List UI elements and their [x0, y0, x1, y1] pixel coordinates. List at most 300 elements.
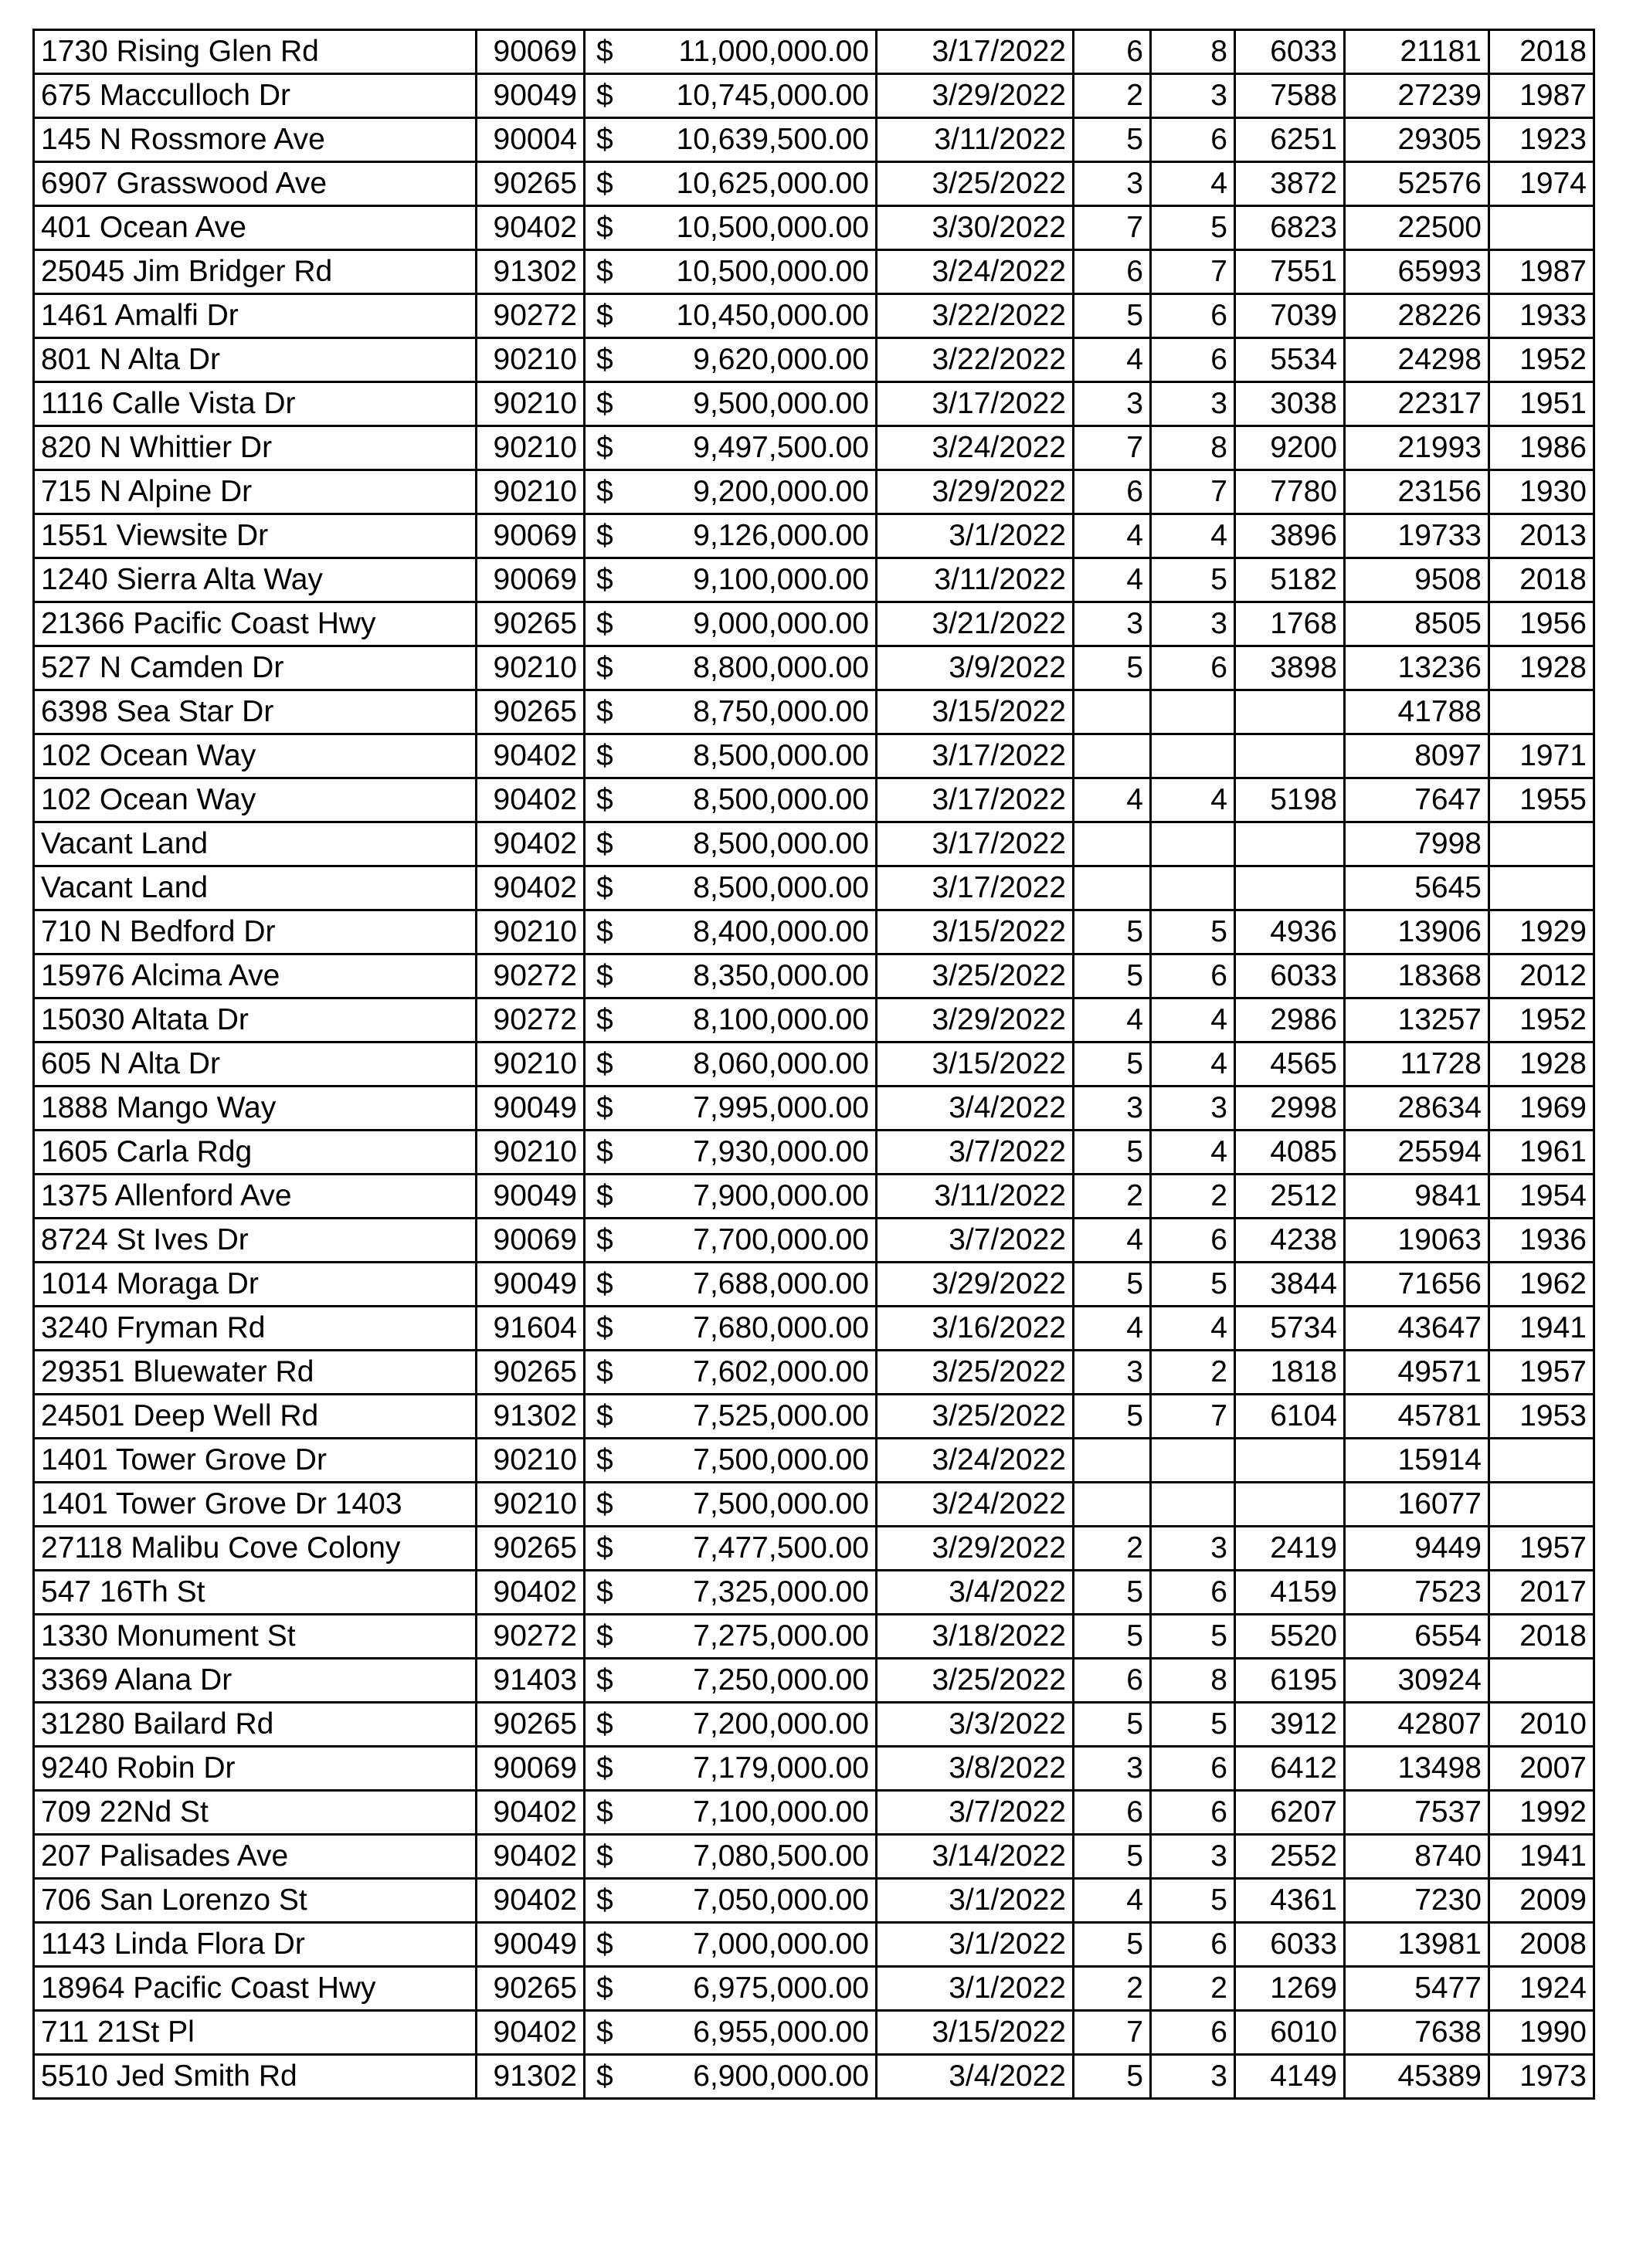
lot-size-cell: 29305 — [1345, 118, 1489, 162]
price-cell — [585, 602, 877, 646]
price-amount: 8,750,000.00 — [693, 695, 869, 728]
baths-cell: 5 — [1151, 558, 1235, 602]
price-cell — [585, 690, 877, 734]
lot-size-cell: 24298 — [1345, 338, 1489, 382]
sale-date-cell: 3/24/2022 — [877, 250, 1074, 294]
year-built-cell: 1953 — [1489, 1395, 1594, 1439]
beds-cell: 5 — [1074, 646, 1151, 690]
zip-cell: 90272 — [477, 998, 585, 1042]
lot-size-cell: 43647 — [1345, 1307, 1489, 1351]
zip-cell: 91302 — [477, 2055, 585, 2099]
price-amount: 7,900,000.00 — [693, 1179, 869, 1212]
sqft-cell: 2998 — [1235, 1087, 1345, 1131]
year-built-cell: 1928 — [1489, 646, 1594, 690]
baths-cell: 6 — [1151, 1219, 1235, 1263]
price-cell — [585, 910, 877, 954]
year-built-cell: 1990 — [1489, 2011, 1594, 2055]
lot-size-cell: 8505 — [1345, 602, 1489, 646]
zip-cell: 91604 — [477, 1307, 585, 1351]
zip-cell: 90210 — [477, 426, 585, 470]
year-built-cell: 1929 — [1489, 910, 1594, 954]
lot-size-cell: 13257 — [1345, 998, 1489, 1042]
price-cell — [585, 1483, 877, 1527]
zip-cell: 90210 — [477, 1131, 585, 1175]
currency-symbol: $ — [596, 431, 613, 464]
sqft-cell: 6251 — [1235, 118, 1345, 162]
sale-date-cell: 3/29/2022 — [877, 1263, 1074, 1307]
sale-date-cell: 3/11/2022 — [877, 118, 1074, 162]
year-built-cell: 1957 — [1489, 1527, 1594, 1571]
sqft-cell: 3844 — [1235, 1263, 1345, 1307]
baths-cell: 4 — [1151, 1042, 1235, 1087]
price-cell — [585, 1351, 877, 1395]
currency-symbol: $ — [596, 519, 613, 552]
zip-cell: 90069 — [477, 30, 585, 74]
sale-date-cell: 3/1/2022 — [877, 1923, 1074, 1967]
price-cell — [585, 1263, 877, 1307]
price-amount: 10,500,000.00 — [676, 255, 869, 288]
currency-symbol: $ — [596, 1135, 613, 1168]
year-built-cell: 1954 — [1489, 1175, 1594, 1219]
zip-cell: 90402 — [477, 778, 585, 822]
sales-table — [32, 29, 1595, 2100]
baths-cell: 6 — [1151, 2011, 1235, 2055]
table-row — [34, 1307, 1594, 1351]
zip-cell: 90265 — [477, 602, 585, 646]
baths-cell: 6 — [1151, 954, 1235, 998]
lot-size-cell: 16077 — [1345, 1483, 1489, 1527]
price-amount: 8,500,000.00 — [693, 871, 869, 904]
lot-size-cell: 23156 — [1345, 470, 1489, 514]
currency-symbol: $ — [596, 1399, 613, 1432]
baths-cell: 5 — [1151, 206, 1235, 250]
currency-symbol: $ — [596, 1927, 613, 1961]
beds-cell: 3 — [1074, 602, 1151, 646]
address-cell: 5510 Jed Smith Rd — [34, 2055, 477, 2099]
baths-cell: 5 — [1151, 1615, 1235, 1659]
sqft-cell: 6412 — [1235, 1747, 1345, 1791]
lot-size-cell: 15914 — [1345, 1439, 1489, 1483]
beds-cell: 3 — [1074, 382, 1151, 426]
price-cell — [585, 1175, 877, 1219]
table-row — [34, 514, 1594, 558]
table-row — [34, 1659, 1594, 1703]
beds-cell — [1074, 1483, 1151, 1527]
price-cell — [585, 1571, 877, 1615]
address-cell: 710 N Bedford Dr — [34, 910, 477, 954]
beds-cell: 3 — [1074, 1087, 1151, 1131]
sale-date-cell: 3/15/2022 — [877, 910, 1074, 954]
sqft-cell — [1235, 1439, 1345, 1483]
beds-cell — [1074, 734, 1151, 778]
sqft-cell: 3898 — [1235, 646, 1345, 690]
price-amount: 7,995,000.00 — [693, 1091, 869, 1124]
baths-cell: 2 — [1151, 1175, 1235, 1219]
address-cell: 527 N Camden Dr — [34, 646, 477, 690]
currency-symbol: $ — [596, 167, 613, 200]
lot-size-cell: 9841 — [1345, 1175, 1489, 1219]
price-amount: 8,100,000.00 — [693, 1003, 869, 1036]
sqft-cell: 2986 — [1235, 998, 1345, 1042]
table-row — [34, 1131, 1594, 1175]
price-cell — [585, 1879, 877, 1923]
beds-cell: 5 — [1074, 1615, 1151, 1659]
beds-cell: 6 — [1074, 1791, 1151, 1835]
price-amount: 7,000,000.00 — [693, 1927, 869, 1961]
price-cell — [585, 118, 877, 162]
currency-symbol: $ — [596, 1575, 613, 1609]
year-built-cell: 2009 — [1489, 1879, 1594, 1923]
price-cell — [585, 1747, 877, 1791]
table-row — [34, 734, 1594, 778]
price-cell — [585, 74, 877, 118]
beds-cell — [1074, 1439, 1151, 1483]
currency-symbol: $ — [596, 1531, 613, 1565]
lot-size-cell: 9508 — [1345, 558, 1489, 602]
zip-cell: 90210 — [477, 1042, 585, 1087]
zip-cell: 90049 — [477, 1087, 585, 1131]
table-row — [34, 74, 1594, 118]
lot-size-cell: 8097 — [1345, 734, 1489, 778]
price-cell — [585, 734, 877, 778]
sqft-cell: 1768 — [1235, 602, 1345, 646]
price-amount: 7,050,000.00 — [693, 1883, 869, 1917]
sale-date-cell: 3/17/2022 — [877, 822, 1074, 866]
baths-cell: 4 — [1151, 514, 1235, 558]
lot-size-cell: 28634 — [1345, 1087, 1489, 1131]
zip-cell: 90272 — [477, 294, 585, 338]
lot-size-cell: 21181 — [1345, 30, 1489, 74]
baths-cell: 3 — [1151, 602, 1235, 646]
table-row — [34, 558, 1594, 602]
lot-size-cell: 13906 — [1345, 910, 1489, 954]
zip-cell: 90402 — [477, 734, 585, 778]
price-amount: 9,620,000.00 — [693, 343, 869, 376]
currency-symbol: $ — [596, 1003, 613, 1036]
address-cell: 15976 Alcima Ave — [34, 954, 477, 998]
address-cell: 1330 Monument St — [34, 1615, 477, 1659]
table-row — [34, 1042, 1594, 1087]
price-amount: 7,200,000.00 — [693, 1707, 869, 1741]
sqft-cell: 6195 — [1235, 1659, 1345, 1703]
beds-cell — [1074, 866, 1151, 910]
baths-cell — [1151, 1439, 1235, 1483]
lot-size-cell: 19733 — [1345, 514, 1489, 558]
zip-cell: 90049 — [477, 1923, 585, 1967]
table-row — [34, 2011, 1594, 2055]
sale-date-cell: 3/25/2022 — [877, 1351, 1074, 1395]
table-row — [34, 30, 1594, 74]
lot-size-cell: 30924 — [1345, 1659, 1489, 1703]
currency-symbol: $ — [596, 299, 613, 332]
address-cell: 1014 Moraga Dr — [34, 1263, 477, 1307]
currency-symbol: $ — [596, 1707, 613, 1741]
currency-symbol: $ — [596, 2060, 613, 2093]
table-row — [34, 1527, 1594, 1571]
currency-symbol: $ — [596, 959, 613, 992]
lot-size-cell: 13236 — [1345, 646, 1489, 690]
zip-cell: 91302 — [477, 250, 585, 294]
price-cell — [585, 1527, 877, 1571]
address-cell: 706 San Lorenzo St — [34, 1879, 477, 1923]
sqft-cell: 3896 — [1235, 514, 1345, 558]
zip-cell: 90402 — [477, 822, 585, 866]
zip-cell: 90265 — [477, 1967, 585, 2011]
sale-date-cell: 3/1/2022 — [877, 514, 1074, 558]
price-amount: 7,477,500.00 — [693, 1531, 869, 1565]
currency-symbol: $ — [596, 1795, 613, 1829]
baths-cell: 5 — [1151, 1263, 1235, 1307]
year-built-cell: 1924 — [1489, 1967, 1594, 2011]
baths-cell: 8 — [1151, 1659, 1235, 1703]
beds-cell: 5 — [1074, 1042, 1151, 1087]
address-cell: 1240 Sierra Alta Way — [34, 558, 477, 602]
price-amount: 7,250,000.00 — [693, 1663, 869, 1697]
price-cell — [585, 1087, 877, 1131]
price-cell — [585, 162, 877, 206]
year-built-cell: 2013 — [1489, 514, 1594, 558]
year-built-cell: 2010 — [1489, 1703, 1594, 1747]
currency-symbol: $ — [596, 827, 613, 860]
table-row — [34, 866, 1594, 910]
zip-cell: 91403 — [477, 1659, 585, 1703]
currency-symbol: $ — [596, 871, 613, 904]
year-built-cell: 1987 — [1489, 74, 1594, 118]
address-cell: 18964 Pacific Coast Hwy — [34, 1967, 477, 2011]
currency-symbol: $ — [596, 123, 613, 156]
sqft-cell: 6033 — [1235, 30, 1345, 74]
baths-cell: 4 — [1151, 998, 1235, 1042]
zip-cell: 90049 — [477, 1175, 585, 1219]
lot-size-cell: 7523 — [1345, 1571, 1489, 1615]
address-cell: 15030 Altata Dr — [34, 998, 477, 1042]
beds-cell: 5 — [1074, 1703, 1151, 1747]
year-built-cell — [1489, 866, 1594, 910]
sale-date-cell: 3/9/2022 — [877, 646, 1074, 690]
currency-symbol: $ — [596, 1091, 613, 1124]
beds-cell: 7 — [1074, 2011, 1151, 2055]
beds-cell: 5 — [1074, 1923, 1151, 1967]
lot-size-cell: 21993 — [1345, 426, 1489, 470]
year-built-cell: 2018 — [1489, 558, 1594, 602]
zip-cell: 90210 — [477, 910, 585, 954]
zip-cell: 90402 — [477, 206, 585, 250]
sqft-cell: 7551 — [1235, 250, 1345, 294]
beds-cell: 6 — [1074, 250, 1151, 294]
sqft-cell — [1235, 690, 1345, 734]
zip-cell: 90069 — [477, 1747, 585, 1791]
beds-cell: 5 — [1074, 1131, 1151, 1175]
lot-size-cell: 27239 — [1345, 74, 1489, 118]
sale-date-cell: 3/7/2022 — [877, 1131, 1074, 1175]
currency-symbol: $ — [596, 387, 613, 420]
baths-cell: 3 — [1151, 2055, 1235, 2099]
address-cell: 820 N Whittier Dr — [34, 426, 477, 470]
baths-cell: 5 — [1151, 1879, 1235, 1923]
address-cell: Vacant Land — [34, 822, 477, 866]
year-built-cell: 2018 — [1489, 30, 1594, 74]
baths-cell: 3 — [1151, 1835, 1235, 1879]
currency-symbol: $ — [596, 343, 613, 376]
sqft-cell: 1269 — [1235, 1967, 1345, 2011]
price-amount: 10,450,000.00 — [676, 299, 869, 332]
sale-date-cell: 3/24/2022 — [877, 426, 1074, 470]
price-cell — [585, 954, 877, 998]
table-row — [34, 602, 1594, 646]
address-cell: 145 N Rossmore Ave — [34, 118, 477, 162]
sale-date-cell: 3/4/2022 — [877, 2055, 1074, 2099]
year-built-cell: 2017 — [1489, 1571, 1594, 1615]
sqft-cell: 6033 — [1235, 1923, 1345, 1967]
table-row — [34, 470, 1594, 514]
currency-symbol: $ — [596, 1267, 613, 1300]
table-row — [34, 1571, 1594, 1615]
baths-cell — [1151, 690, 1235, 734]
address-cell: 401 Ocean Ave — [34, 206, 477, 250]
price-cell — [585, 426, 877, 470]
sqft-cell: 6207 — [1235, 1791, 1345, 1835]
year-built-cell: 1956 — [1489, 602, 1594, 646]
sale-date-cell: 3/25/2022 — [877, 162, 1074, 206]
year-built-cell: 1928 — [1489, 1042, 1594, 1087]
table-row — [34, 1703, 1594, 1747]
currency-symbol: $ — [596, 211, 613, 244]
sale-date-cell: 3/4/2022 — [877, 1571, 1074, 1615]
sale-date-cell: 3/7/2022 — [877, 1219, 1074, 1263]
address-cell: 711 21St Pl — [34, 2011, 477, 2055]
baths-cell: 5 — [1151, 1703, 1235, 1747]
currency-symbol: $ — [596, 915, 613, 948]
sqft-cell: 3038 — [1235, 382, 1345, 426]
currency-symbol: $ — [596, 255, 613, 288]
lot-size-cell: 18368 — [1345, 954, 1489, 998]
beds-cell: 3 — [1074, 1351, 1151, 1395]
table-row — [34, 954, 1594, 998]
year-built-cell: 1957 — [1489, 1351, 1594, 1395]
year-built-cell: 1923 — [1489, 118, 1594, 162]
price-cell — [585, 866, 877, 910]
currency-symbol: $ — [596, 475, 613, 508]
sqft-cell: 4565 — [1235, 1042, 1345, 1087]
baths-cell: 6 — [1151, 294, 1235, 338]
baths-cell — [1151, 1483, 1235, 1527]
beds-cell: 3 — [1074, 162, 1151, 206]
price-cell — [585, 470, 877, 514]
price-cell — [585, 1967, 877, 2011]
price-cell — [585, 514, 877, 558]
sqft-cell: 7588 — [1235, 74, 1345, 118]
lot-size-cell: 22500 — [1345, 206, 1489, 250]
table-row — [34, 426, 1594, 470]
zip-cell: 90265 — [477, 1703, 585, 1747]
lot-size-cell: 22317 — [1345, 382, 1489, 426]
price-amount: 8,060,000.00 — [693, 1047, 869, 1080]
lot-size-cell: 5477 — [1345, 1967, 1489, 2011]
sales-table-body — [34, 30, 1594, 2099]
sqft-cell: 1818 — [1235, 1351, 1345, 1395]
table-row — [34, 1219, 1594, 1263]
table-row — [34, 646, 1594, 690]
beds-cell: 5 — [1074, 1263, 1151, 1307]
baths-cell — [1151, 866, 1235, 910]
baths-cell: 4 — [1151, 162, 1235, 206]
year-built-cell: 2018 — [1489, 1615, 1594, 1659]
zip-cell: 90402 — [477, 866, 585, 910]
beds-cell: 7 — [1074, 426, 1151, 470]
baths-cell: 7 — [1151, 250, 1235, 294]
price-amount: 9,200,000.00 — [693, 475, 869, 508]
zip-cell: 90272 — [477, 1615, 585, 1659]
price-cell — [585, 1615, 877, 1659]
price-amount: 11,000,000.00 — [678, 35, 869, 68]
zip-cell: 90069 — [477, 558, 585, 602]
price-cell — [585, 250, 877, 294]
lot-size-cell: 45389 — [1345, 2055, 1489, 2099]
price-amount: 7,100,000.00 — [693, 1795, 869, 1829]
price-cell — [585, 1703, 877, 1747]
year-built-cell: 1952 — [1489, 338, 1594, 382]
table-row — [34, 294, 1594, 338]
sqft-cell: 4361 — [1235, 1879, 1345, 1923]
year-built-cell: 1941 — [1489, 1307, 1594, 1351]
address-cell: 27118 Malibu Cove Colony — [34, 1527, 477, 1571]
sale-date-cell: 3/21/2022 — [877, 602, 1074, 646]
baths-cell: 6 — [1151, 646, 1235, 690]
zip-cell: 90069 — [477, 514, 585, 558]
zip-cell: 91302 — [477, 1395, 585, 1439]
address-cell: 9240 Robin Dr — [34, 1747, 477, 1791]
price-cell — [585, 1307, 877, 1351]
table-row — [34, 1967, 1594, 2011]
baths-cell: 3 — [1151, 1527, 1235, 1571]
sqft-cell: 3912 — [1235, 1703, 1345, 1747]
sale-date-cell: 3/4/2022 — [877, 1087, 1074, 1131]
beds-cell: 4 — [1074, 1879, 1151, 1923]
beds-cell: 2 — [1074, 1175, 1151, 1219]
baths-cell: 5 — [1151, 910, 1235, 954]
price-amount: 7,275,000.00 — [693, 1619, 869, 1653]
lot-size-cell: 9449 — [1345, 1527, 1489, 1571]
price-cell — [585, 338, 877, 382]
sqft-cell: 5182 — [1235, 558, 1345, 602]
sale-date-cell: 3/24/2022 — [877, 1439, 1074, 1483]
zip-cell: 90265 — [477, 1351, 585, 1395]
address-cell: 25045 Jim Bridger Rd — [34, 250, 477, 294]
beds-cell: 5 — [1074, 1835, 1151, 1879]
sqft-cell: 4238 — [1235, 1219, 1345, 1263]
baths-cell: 4 — [1151, 1131, 1235, 1175]
year-built-cell: 2008 — [1489, 1923, 1594, 1967]
table-row — [34, 1615, 1594, 1659]
price-cell — [585, 1131, 877, 1175]
sale-date-cell: 3/15/2022 — [877, 1042, 1074, 1087]
sale-date-cell: 3/22/2022 — [877, 338, 1074, 382]
beds-cell: 5 — [1074, 954, 1151, 998]
beds-cell: 4 — [1074, 558, 1151, 602]
table-row — [34, 338, 1594, 382]
year-built-cell: 1987 — [1489, 250, 1594, 294]
year-built-cell — [1489, 690, 1594, 734]
currency-symbol: $ — [596, 1619, 613, 1653]
year-built-cell — [1489, 1439, 1594, 1483]
lot-size-cell: 6554 — [1345, 1615, 1489, 1659]
year-built-cell: 1969 — [1489, 1087, 1594, 1131]
currency-symbol: $ — [596, 1751, 613, 1785]
year-built-cell: 1955 — [1489, 778, 1594, 822]
table-row — [34, 1351, 1594, 1395]
lot-size-cell: 41788 — [1345, 690, 1489, 734]
address-cell: Vacant Land — [34, 866, 477, 910]
